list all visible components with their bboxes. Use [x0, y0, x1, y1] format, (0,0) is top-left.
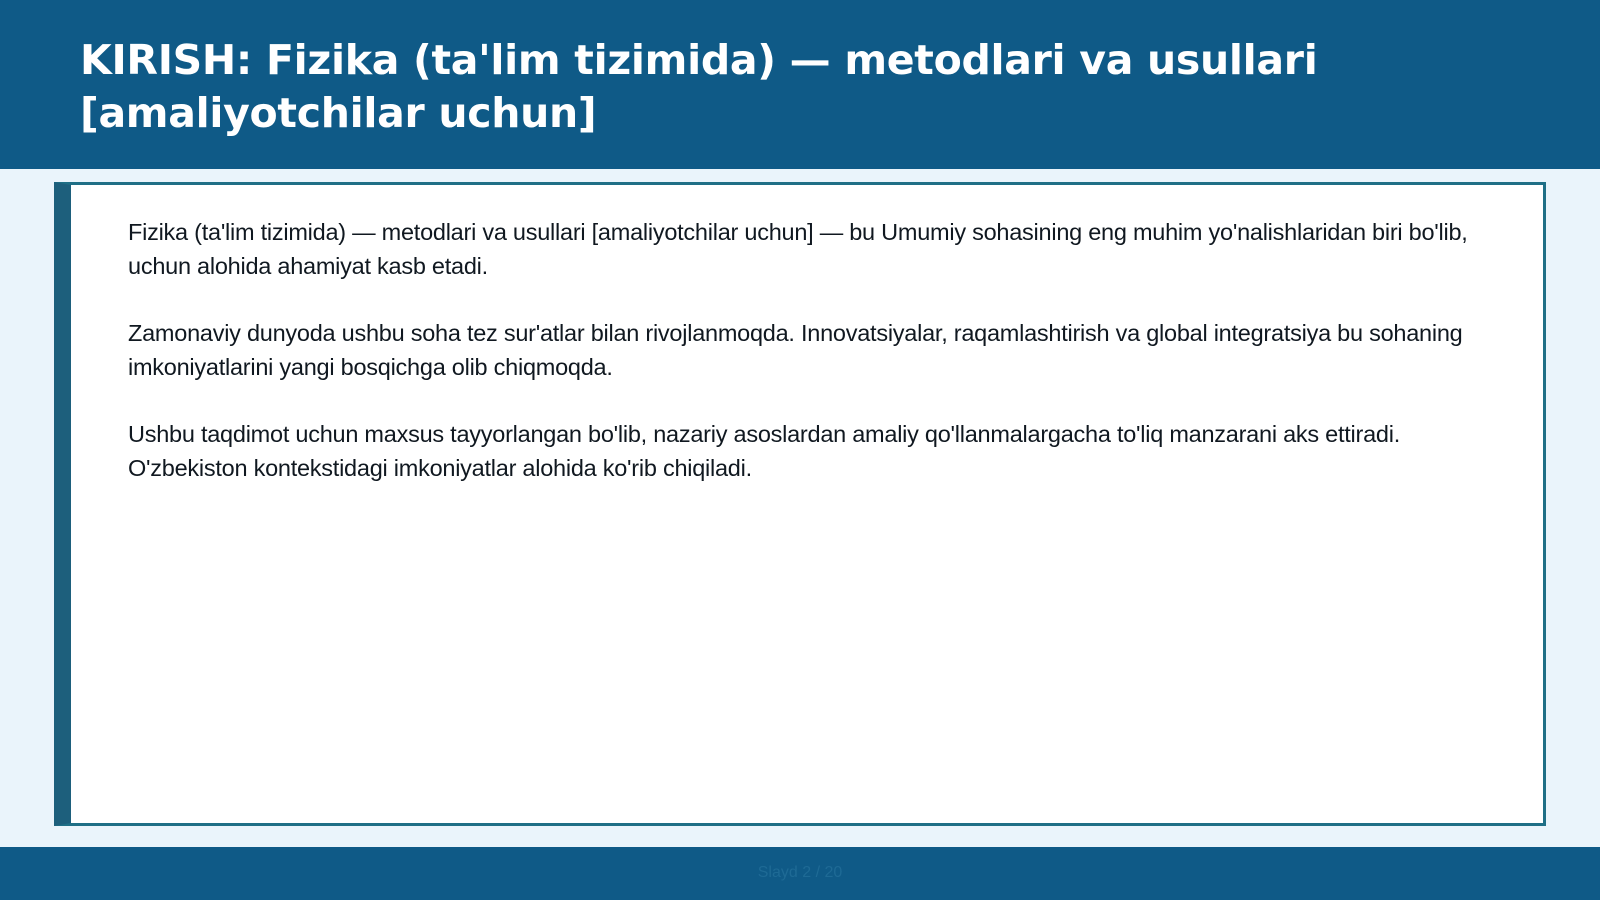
- slide-title: KIRISH: Fizika (ta'lim tizimida) — metodlari va usullari [amaliyotchilar uchun]: [80, 36, 1318, 137]
- body-text: [128, 215, 1508, 518]
- development-paragraph: Zamonaviy dunyoda ushbu soha tez sur'atlar bilan rivojlanmoqda. Innovatsiyalar, raqamlashtirish va global integratsiya bu sohaning imkoniyatlarini yangi bosqichga olib chiqmoqda.: [128, 320, 1463, 380]
- presentation-paragraph: Ushbu taqdimot uchun maxsus tayyorlangan bo'lib, nazariy asoslardan amaliy qo'llanmalargacha to'liq manzarani aks ettiradi. O'zbekiston kontekstidagi imkoniyatlar alohida ko'rib chiqiladi.: [128, 421, 1400, 481]
- content-card: [54, 182, 1546, 826]
- slide-number: Slayd 2 / 20: [757, 864, 843, 881]
- slide-footer: [0, 847, 1600, 900]
- slide-header: [0, 0, 1600, 169]
- intro-paragraph: Fizika (ta'lim tizimida) — metodlari va usullari [amaliyotchilar uchun] — bu Umumiy sohasining eng muhim yo'nalishlaridan biri bo'lib, uchun alohida ahamiyat kasb etadi.: [128, 219, 1468, 279]
